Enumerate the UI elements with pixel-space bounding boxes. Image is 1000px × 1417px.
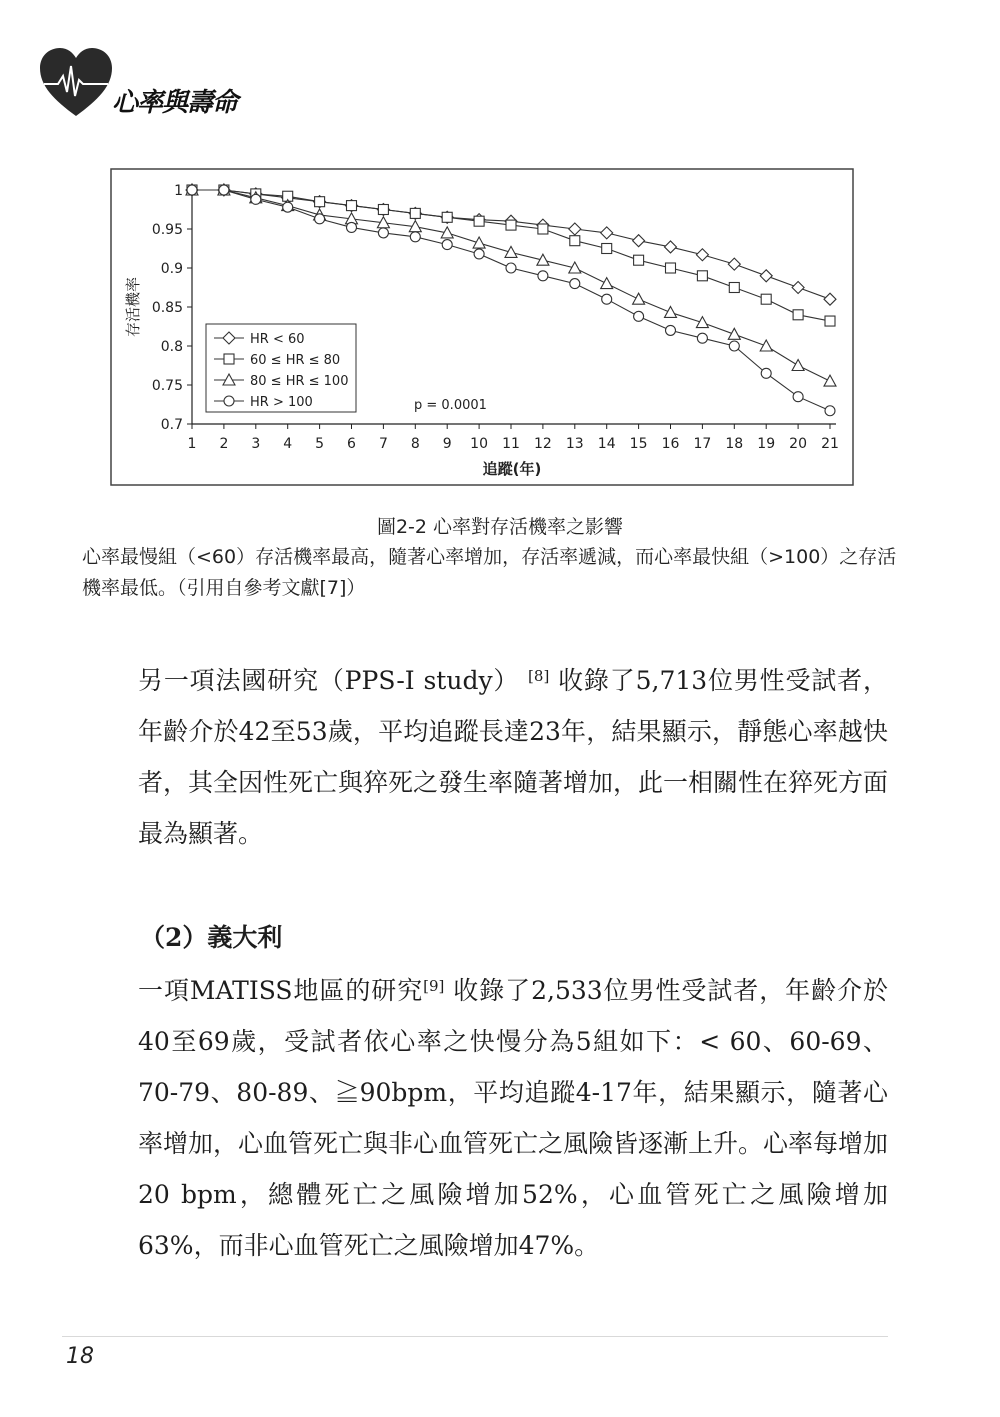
series-2-point [729, 283, 739, 293]
series-3-point [824, 375, 836, 386]
series-4-point [825, 406, 835, 416]
x-tick-label: 10 [470, 436, 489, 452]
paragraph-france-study [82, 655, 888, 859]
x-tick-label: 3 [251, 436, 261, 452]
paragraph-text: 另一項法國研究（PPS-I study） [138, 666, 520, 695]
series-1-point [696, 249, 708, 261]
x-tick-label: 16 [661, 436, 680, 452]
series-2-point [474, 216, 484, 226]
y-tick-label: 0.7 [160, 417, 183, 433]
series-2-point [761, 294, 771, 304]
series-3-point [665, 306, 677, 317]
x-tick-label: 5 [315, 436, 325, 452]
header-title: 心率與壽命 [112, 88, 238, 118]
series-4-point [506, 263, 516, 273]
series-4-point [761, 368, 771, 378]
paragraph-text: 一項MATISS地區的研究 [138, 976, 424, 1005]
y-tick-label: 0.75 [151, 378, 183, 394]
series-2-point [570, 236, 580, 246]
series-2-point [602, 244, 612, 254]
series-2-point [506, 220, 516, 230]
paragraph-text: 收錄了2,533位男性受試者，年齡介於40至69歲，受試者依心率之快慢分為5組如下：< 60、60-69、70-79、80-89、≧90bpm，平均追蹤4-17年，結果顯示，隨著心率增加，心血管死亡與非心血管死亡之風險皆逐漸上升。心率每增加20 bpm，總體死亡之風險增加52%，心血管死亡之風險增加63%，而非心血管死亡之風險增加47%。 [138, 976, 889, 1260]
series-4-point [793, 392, 803, 402]
x-tick-label: 20 [789, 436, 808, 452]
x-tick-label: 9 [442, 436, 452, 452]
x-tick-label: 13 [565, 436, 584, 452]
legend-swatch-marker [224, 396, 234, 406]
series-4-point [474, 249, 484, 259]
series-4-point [378, 228, 388, 238]
series-4-point [666, 325, 676, 335]
x-tick-label: 19 [757, 436, 776, 452]
legend-label: 60 ≤ HR ≤ 80 [250, 353, 341, 368]
x-tick-label: 17 [693, 436, 712, 452]
series-2-point [538, 224, 548, 234]
series-2-point [315, 197, 325, 207]
paragraph-text: 收錄了5,713位男性受試者，年齡介於42至53歲，平均追蹤長達23年，結果顯示，靜態心率越快者，其全因性死亡與猝死之發生率隨著增加，此一相關性在猝死方面最為顯著。 [138, 666, 889, 848]
series-3-point [696, 317, 708, 328]
series-4-point [347, 222, 357, 232]
series-4-point [570, 279, 580, 289]
series-1-point [792, 282, 804, 294]
chart-canvas [110, 168, 854, 486]
x-tick-label: 14 [597, 436, 616, 452]
legend-label: HR < 60 [250, 332, 305, 347]
series-2-point [347, 201, 357, 211]
y-tick-label: 1 [174, 183, 183, 199]
series-3-point [760, 340, 772, 351]
reference-marker: [8] [528, 667, 550, 685]
series-2-point [410, 208, 420, 218]
series-2-point [666, 263, 676, 273]
paragraph-italy-study [82, 965, 888, 1271]
y-tick-label: 0.85 [151, 300, 183, 316]
series-3-point [505, 246, 517, 257]
x-tick-label: 8 [410, 436, 420, 452]
series-4-point [729, 341, 739, 351]
series-1-point [665, 241, 677, 253]
x-tick-label: 1 [187, 436, 197, 452]
x-tick-label: 4 [283, 436, 293, 452]
series-1-point [824, 293, 836, 305]
y-tick-label: 0.95 [151, 222, 183, 238]
series-1-point [569, 223, 581, 235]
x-tick-label: 21 [821, 436, 839, 452]
series-4-point [219, 185, 229, 195]
survival-chart [110, 168, 854, 486]
x-tick-label: 6 [347, 436, 356, 452]
x-tick-label: 7 [378, 436, 388, 452]
legend-label: 80 ≤ HR ≤ 100 [250, 374, 349, 389]
figure-caption-title: 圖2-2 心率對存活機率之影響 [376, 516, 624, 538]
series-4-point [538, 271, 548, 281]
series-2-point [442, 212, 452, 222]
series-1-point [728, 258, 740, 270]
series-4-point [410, 232, 420, 242]
x-tick-label: 2 [219, 436, 229, 452]
series-2-point [634, 255, 644, 265]
series-1-point [601, 227, 613, 239]
series-3-point [473, 237, 485, 248]
x-tick-label: 12 [533, 436, 552, 452]
legend-swatch-marker [224, 354, 234, 364]
series-4-point [442, 240, 452, 250]
series-2-point [793, 310, 803, 320]
series-4-point [315, 214, 325, 224]
series-4-point [283, 202, 293, 212]
series-4-point [634, 311, 644, 321]
page-number: 18 [66, 1344, 94, 1369]
series-4-point [697, 333, 707, 343]
y-tick-label: 0.9 [160, 261, 183, 277]
y-tick-label: 0.8 [160, 339, 183, 355]
series-4-point [251, 194, 261, 204]
figure-caption-description: 心率最慢組（<60）存活機率最高，隨著心率增加，存活率遞減，而心率最快組（>100）之存活機率最低。（引用自參考文獻[7]） [82, 546, 897, 599]
reference-marker: [9] [423, 977, 445, 995]
series-1-point [633, 235, 645, 247]
p-value-annotation: p = 0.0001 [414, 398, 487, 413]
series-1-point [760, 270, 772, 282]
heart-pulse-icon [36, 44, 116, 124]
x-tick-label: 18 [725, 436, 744, 452]
series-2-point [378, 205, 388, 215]
y-axis-label: 存活機率 [124, 276, 142, 338]
series-3-point [601, 278, 613, 289]
x-tick-label: 15 [629, 436, 648, 452]
section-heading: （2）義大利 [140, 923, 283, 952]
series-4-point [187, 185, 197, 195]
series-2-point [697, 271, 707, 281]
legend-label: HR > 100 [250, 395, 313, 410]
series-3-point [633, 293, 645, 304]
series-3-point [728, 328, 740, 339]
x-axis-label: 追蹤(年) [482, 460, 542, 478]
series-2-point [825, 316, 835, 326]
footer-divider [62, 1336, 888, 1337]
series-3-point [792, 360, 804, 371]
series-4-point [602, 294, 612, 304]
x-tick-label: 11 [502, 436, 520, 452]
